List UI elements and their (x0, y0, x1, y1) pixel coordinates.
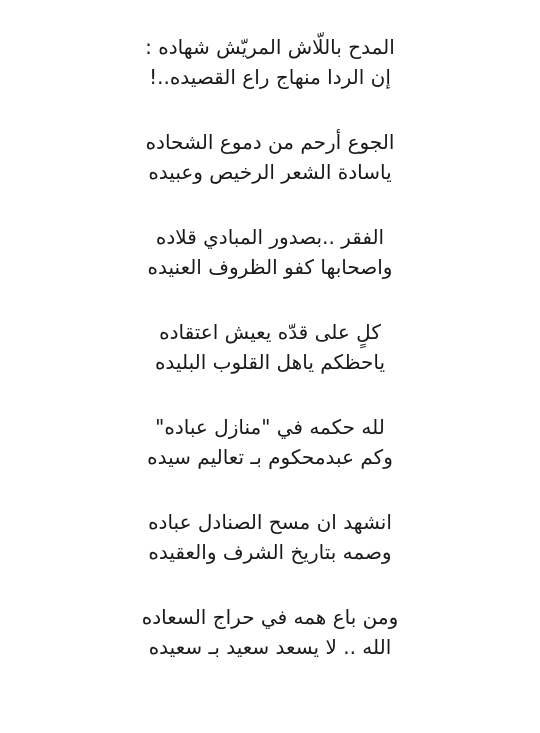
verse-line: إن الردا منهاج راع القصيده..! (149, 65, 391, 89)
verse-line: لله حكمه في "منازل عباده" (155, 415, 385, 439)
verse-line: الفقر ..بصدور المبادي قلاده (155, 225, 385, 249)
verse-line: وصمه بتاريخ الشرف والعقيده (148, 540, 392, 564)
poem-text (60, 32, 480, 697)
verse-line: ياحظكم ياهل القلوب البليده (154, 350, 386, 374)
stanza-2 (60, 127, 480, 222)
verse-line: ياسادة الشعر الرخيص وعبيده (148, 160, 392, 184)
verse-line: المدح باللّاش المريّش شهاده : (145, 35, 395, 59)
stanza-5 (60, 412, 480, 507)
stanza-6 (60, 507, 480, 602)
verse-line: الجوع أرحم من دموع الشحاده (145, 130, 395, 154)
stanza-3 (60, 222, 480, 317)
verse-line: انشهد ان مسح الصنادل عباده (148, 510, 392, 534)
verse-line: ومن باع همه في حراج السعاده (141, 605, 399, 629)
verse-line: واصحابها كفو الظروف العنيده (147, 255, 393, 279)
verse-line: كلٍ على قدّه يعيش اعتقاده (159, 320, 381, 344)
stanza-1 (60, 32, 480, 127)
verse-line: الله .. لا يسعد سعيد بـ سعيده (148, 635, 392, 659)
verse-line: وكم عبدمحكوم بـ تعاليم سيده (147, 445, 393, 469)
stanza-7 (60, 602, 480, 697)
stanza-4 (60, 317, 480, 412)
